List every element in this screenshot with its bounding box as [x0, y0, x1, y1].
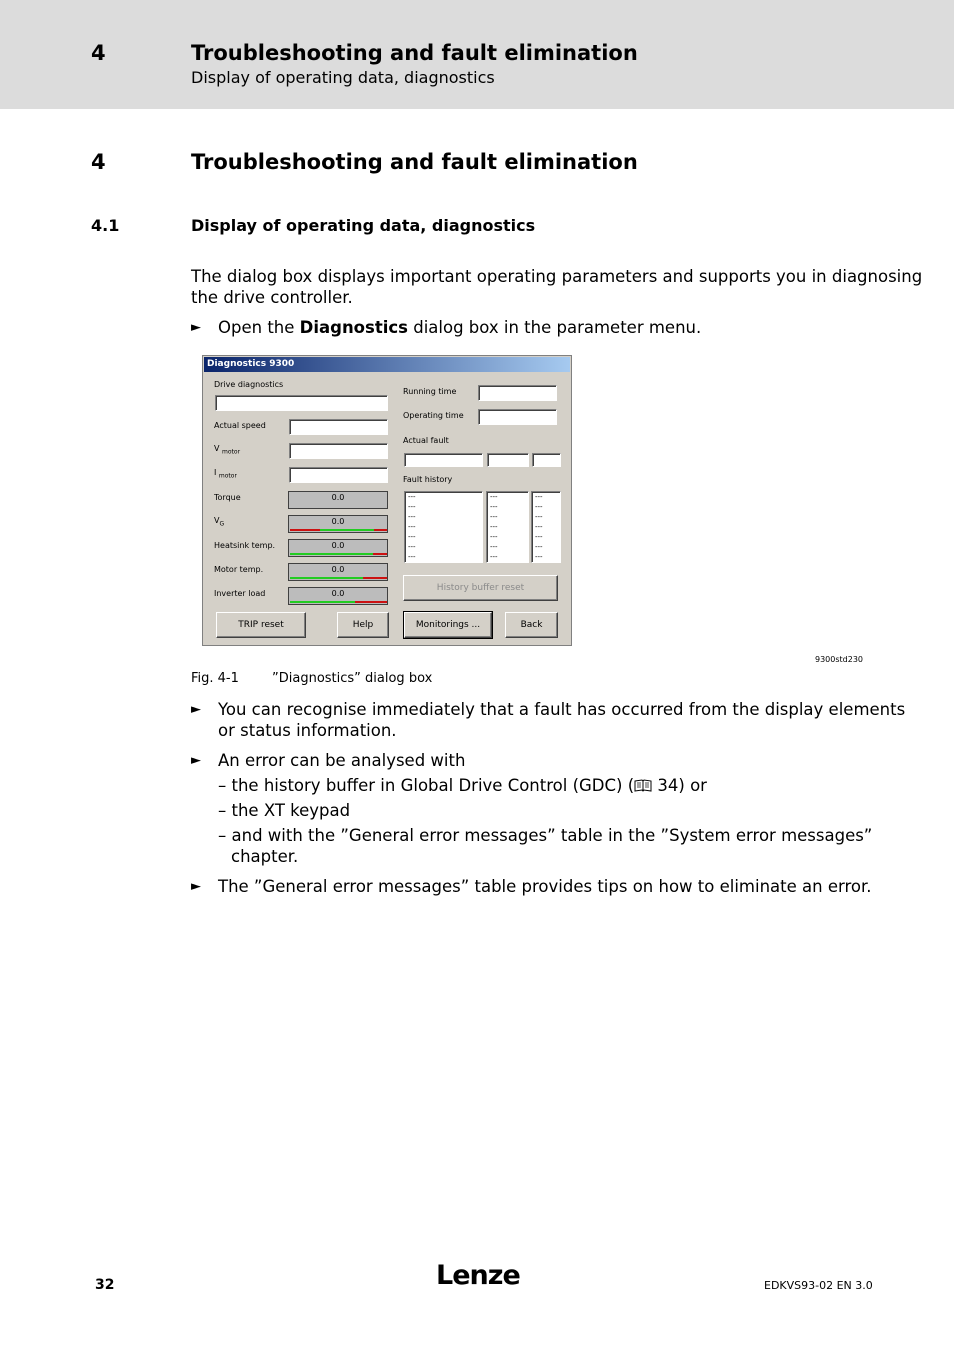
bullet-2-sub-2: – the XT keypad	[218, 801, 351, 820]
figure-label: Fig. 4-1	[191, 671, 239, 686]
header-chapter-number: 4	[91, 41, 106, 65]
inverter-load-bar-green	[290, 601, 355, 603]
fault-history-list-2[interactable]	[486, 491, 529, 563]
back-button[interactable]: Back	[505, 612, 558, 638]
heatsink-bar: 0.0	[288, 539, 388, 557]
heatsink-bar-red	[373, 553, 387, 555]
monitorings-button[interactable]: Monitorings ...	[404, 612, 492, 638]
motor-temp-bar-red	[363, 577, 387, 579]
subsection-number: 4.1	[91, 216, 120, 235]
label-actual-speed: Actual speed	[214, 421, 266, 430]
label-actual-fault: Actual fault	[403, 436, 449, 445]
fault-history-list-1-entries: --- --- --- --- --- --- ---	[408, 493, 416, 561]
vg-bar-red-left	[290, 529, 320, 531]
motor-temp-bar: 0.0	[288, 563, 388, 581]
section-number: 4	[91, 150, 106, 174]
label-torque: Torque	[214, 493, 241, 502]
bullet-1-line-1: You can recognise immediately that a fault has occurred from the display elements	[218, 700, 906, 719]
document-code: EDKVS93-02 EN 3.0	[764, 1279, 873, 1292]
bullet-2-sub-3-line-1: – and with the ”General error messages” table in the ”System error messages”	[218, 826, 873, 845]
intro-line-1: The dialog box displays important operating parameters and supports you in diagnosing	[191, 267, 923, 286]
lenze-logo: Lenze	[436, 1260, 520, 1291]
fault-history-list-3[interactable]	[531, 491, 561, 563]
diagnostics-dialog	[202, 355, 572, 646]
bullet-arrow-icon: ►	[191, 879, 201, 894]
bullet-2-sub-1: – the history buffer in Global Drive Control (GDC) ( 34) or	[218, 776, 707, 795]
motor-temp-bar-green	[290, 577, 363, 579]
label-running-time: Running time	[403, 387, 457, 396]
fault-history-list-3-entries: --- --- --- --- --- --- ---	[535, 493, 543, 561]
label-i-motor: I $_{motor}$	[214, 468, 237, 480]
vg-bar: 0.0	[288, 515, 388, 533]
bullet-arrow-icon: ►	[191, 320, 201, 335]
label-motor-temp: Motor temp.	[214, 565, 264, 574]
help-button[interactable]: Help	[337, 612, 389, 638]
label-operating-time: Operating time	[403, 411, 464, 420]
heatsink-bar-green	[290, 553, 373, 555]
book-icon	[634, 779, 652, 792]
figure-caption: ”Diagnostics” dialog box	[272, 671, 433, 686]
v-motor-field[interactable]	[289, 443, 388, 459]
fault-history-list-2-entries: --- --- --- --- --- --- ---	[490, 493, 498, 561]
i-motor-field[interactable]	[289, 467, 388, 483]
dialog-title-bar: Diagnostics 9300	[204, 357, 570, 372]
label-inverter-load: Inverter load	[214, 589, 266, 598]
intro-line-2: the drive controller.	[191, 288, 353, 307]
actual-fault-field-1[interactable]	[404, 453, 483, 467]
label-v-motor: V $_{motor}$	[214, 444, 241, 456]
label-heatsink-temp: Heatsink temp.	[214, 541, 276, 550]
page-number: 32	[95, 1277, 115, 1293]
inverter-load-bar-red	[355, 601, 387, 603]
trip-reset-button[interactable]: TRIP reset	[216, 612, 306, 638]
operating-time-field[interactable]	[478, 409, 557, 425]
actual-speed-field[interactable]	[289, 419, 388, 435]
section-title: Troubleshooting and fault elimination	[191, 150, 638, 174]
subsection-title: Display of operating data, diagnostics	[191, 216, 536, 235]
actual-fault-field-2[interactable]	[487, 453, 529, 467]
vg-bar-red-right	[374, 529, 387, 531]
history-buffer-reset-button[interactable]: History buffer reset	[403, 575, 558, 601]
header-chapter-title: Troubleshooting and fault elimination	[191, 41, 638, 65]
label-drive-diagnostics: Drive diagnostics	[214, 380, 284, 389]
bullet-2: An error can be analysed with	[218, 751, 466, 770]
figure-code: 9300std230	[815, 655, 864, 664]
running-time-field[interactable]	[478, 385, 557, 401]
vg-bar-green	[320, 529, 374, 531]
bullet-2-sub-3-line-2: chapter.	[231, 847, 299, 866]
bullet-arrow-icon: ►	[191, 702, 201, 717]
bullet-arrow-icon: ►	[191, 753, 201, 768]
inverter-load-bar: 0.0	[288, 587, 388, 605]
bullet-1-line-2: or status information.	[218, 721, 397, 740]
drive-diagnostics-field[interactable]	[215, 395, 388, 411]
label-fault-history: Fault history	[403, 475, 453, 484]
actual-fault-field-3[interactable]	[532, 453, 561, 467]
torque-bar: 0.0	[288, 491, 388, 509]
bullet-3: The ”General error messages” table provides tips on how to eliminate an error.	[218, 877, 872, 896]
label-vg: $V_G$	[214, 516, 225, 528]
fault-history-list-1[interactable]	[404, 491, 483, 563]
diagnostics-term: Diagnostics	[299, 318, 408, 337]
intro-bullet: Open the Diagnostics dialog box in the parameter menu.	[218, 318, 702, 337]
header-subtitle: Display of operating data, diagnostics	[191, 68, 495, 87]
